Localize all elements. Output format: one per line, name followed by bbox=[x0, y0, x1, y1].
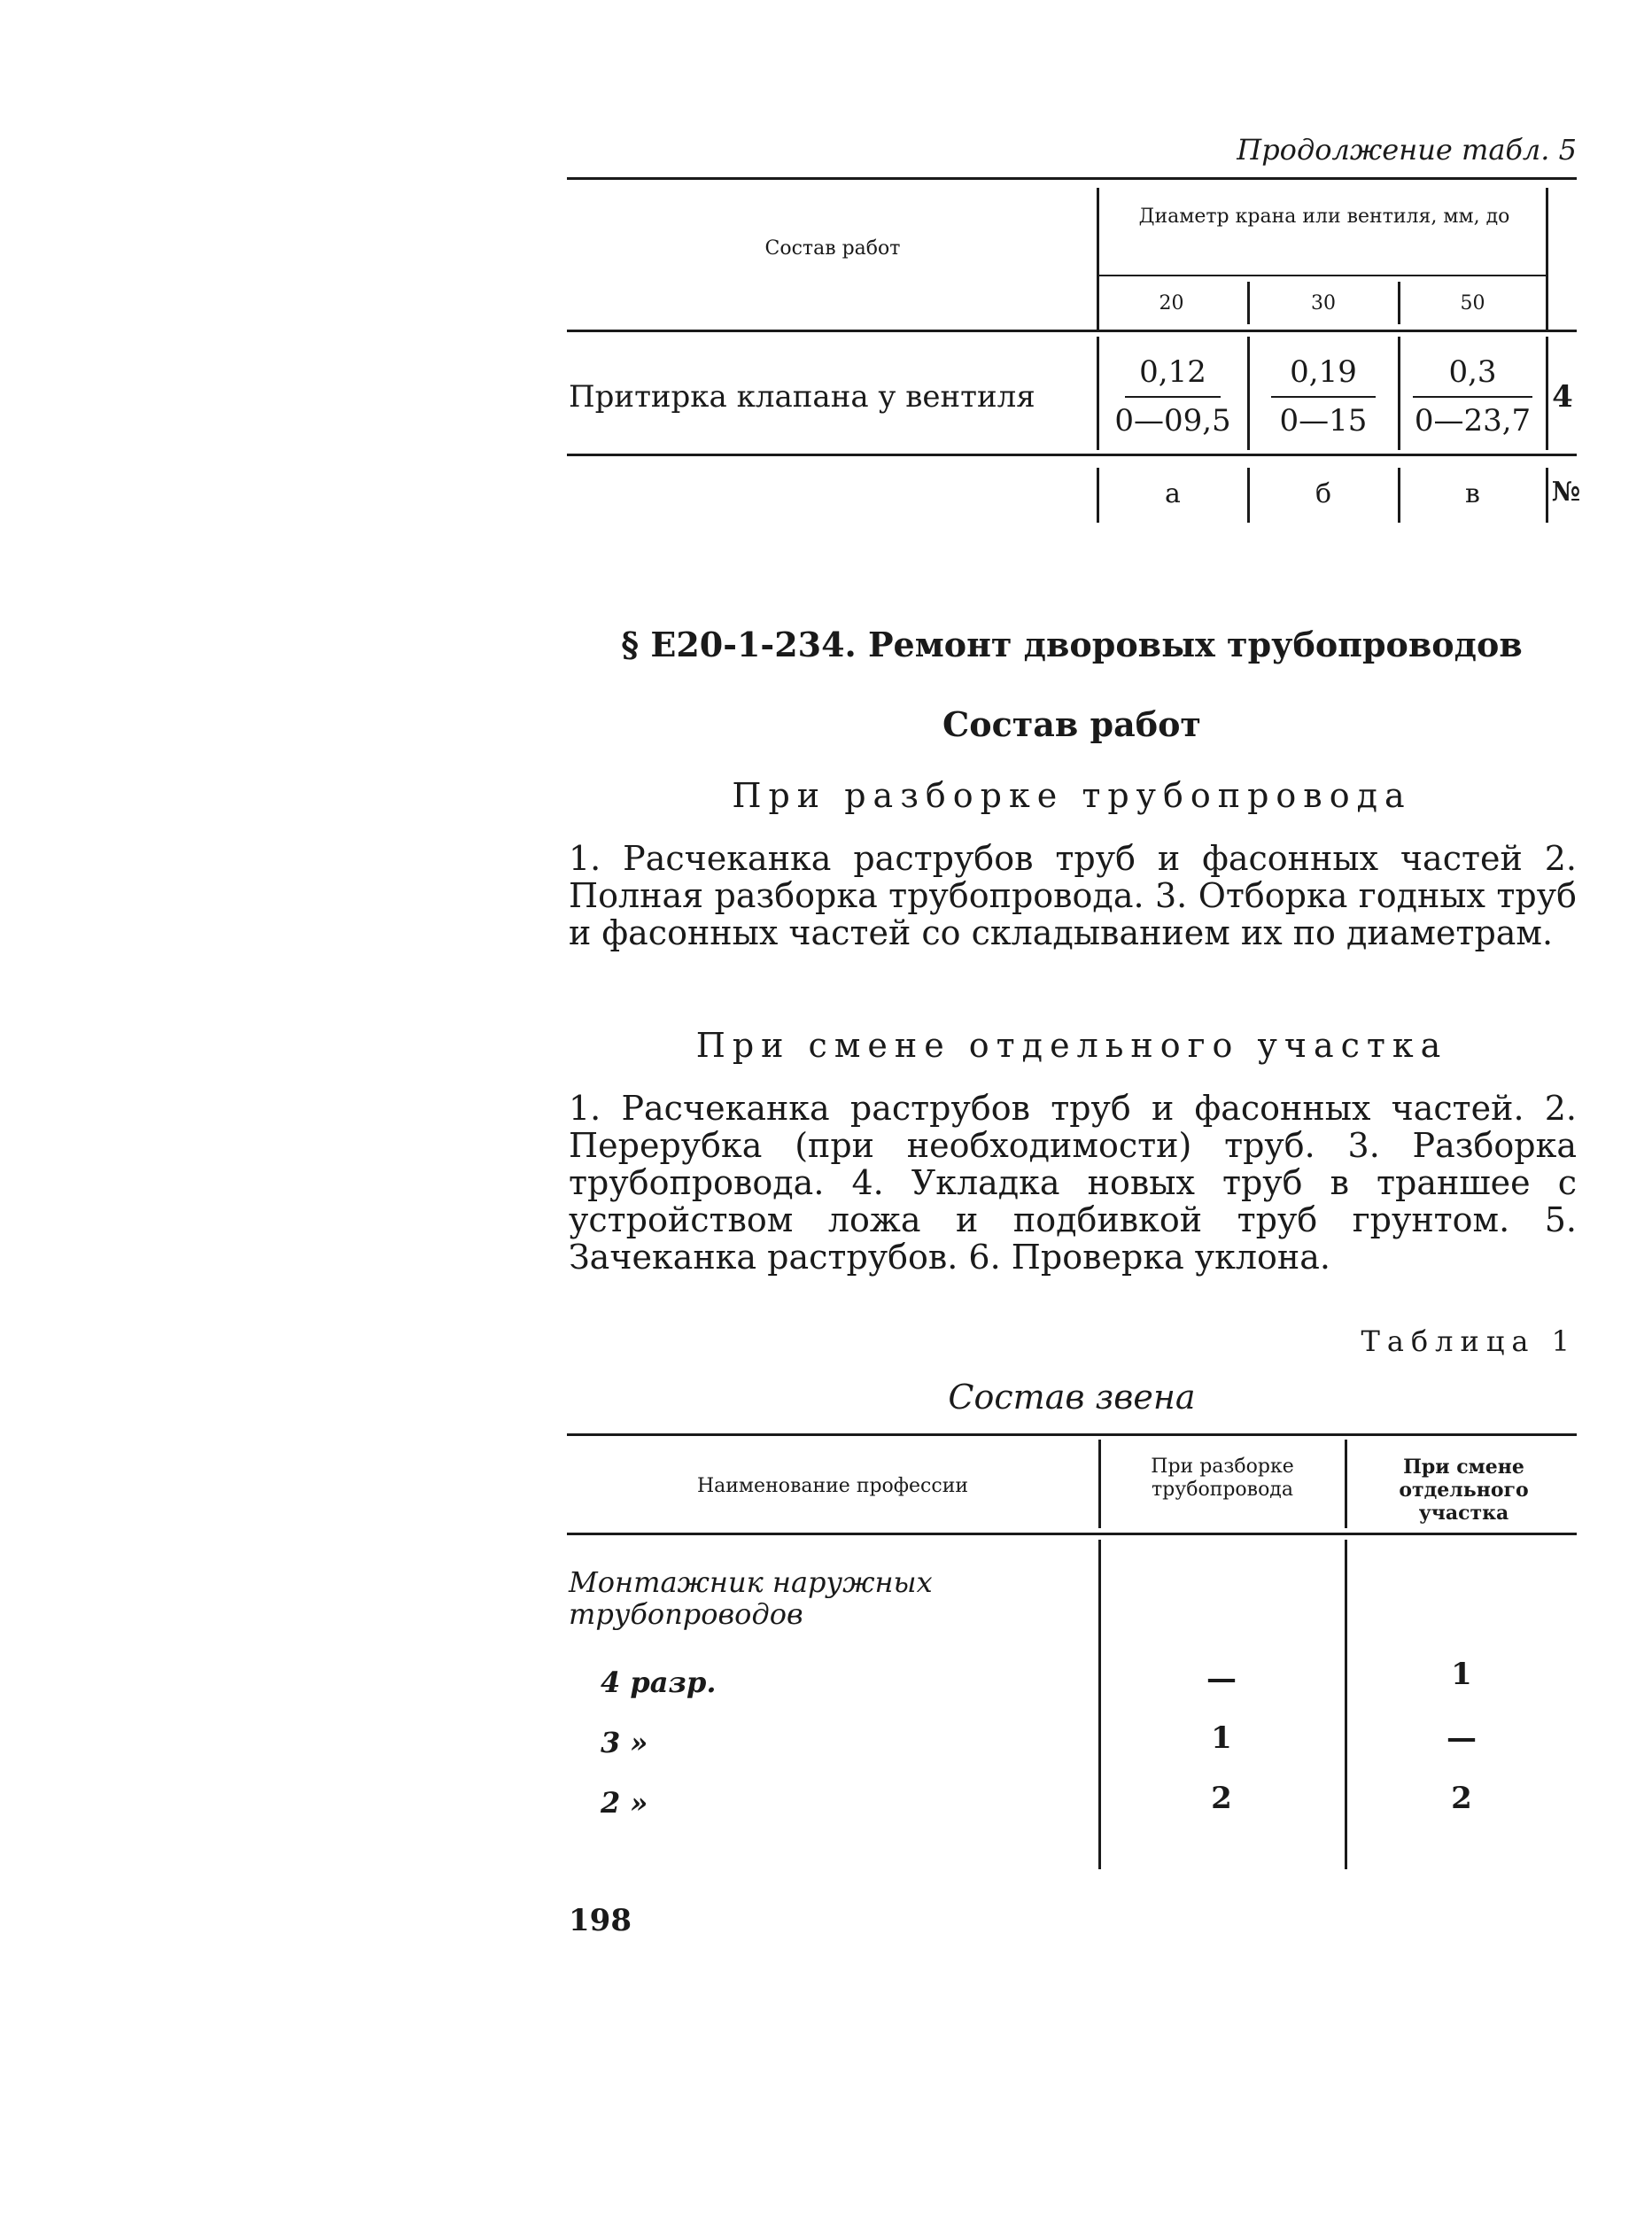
table5-col-label-a: а bbox=[1165, 478, 1181, 509]
table5-value-a-bottom: 0—09,5 bbox=[1114, 403, 1231, 439]
table1-row-grade: 4 разр. bbox=[601, 1665, 717, 1699]
table5-header-d50: 50 bbox=[1460, 292, 1485, 314]
table5-row-number: 4 bbox=[1552, 379, 1573, 415]
table5-header-bottom-rule bbox=[567, 330, 1577, 332]
table1-row-value: 1 bbox=[1451, 1657, 1472, 1692]
fraction-line bbox=[1271, 396, 1376, 398]
section-subheading-replacement: При смене отдельного участка bbox=[695, 1026, 1448, 1065]
table5-divider bbox=[1546, 188, 1548, 330]
table5-col-label-b: б bbox=[1315, 478, 1332, 509]
table1-row-grade: 2 » bbox=[601, 1786, 648, 1820]
section-paragraph-replacement: 1. Расчеканка раструбов труб и фасонных частей. 2. Перерубка (при необходимости) труб. 3. Разборка трубопровода. 4. Укладка новых труб в траншее с устройством ложа и подбивкой труб грунтом. 5. Зачеканка раструбов. 6. Проверка уклона. bbox=[569, 1089, 1577, 1277]
section-heading: § Е20-1-234. Ремонт дворовых трубопроводов bbox=[621, 625, 1523, 664]
table1-profession-name: Монтажник наружных трубопроводов bbox=[569, 1565, 933, 1631]
table1-row-value: — bbox=[1446, 1720, 1477, 1756]
table1-header-bottom-rule bbox=[567, 1533, 1577, 1535]
fraction-line bbox=[1413, 396, 1532, 398]
table5-bottom-rule bbox=[567, 454, 1577, 456]
table5-value-c-top: 0,3 bbox=[1448, 354, 1497, 390]
table5-value-b-bottom: 0—15 bbox=[1279, 403, 1368, 439]
table5-row-name: Притирка клапана у вентиля bbox=[569, 379, 1035, 415]
table1-header-profession: Наименование профессии bbox=[696, 1475, 969, 1497]
table1-row-value: 2 bbox=[1211, 1781, 1232, 1816]
fraction-line bbox=[1125, 396, 1221, 398]
table1-top-rule bbox=[567, 1433, 1577, 1436]
table1-row-value: 2 bbox=[1451, 1781, 1472, 1816]
table-continuation-label: Продолжение табл. 5 bbox=[1237, 133, 1577, 167]
table5-col-label-n: № bbox=[1551, 477, 1581, 508]
table5-header-d20: 20 bbox=[1159, 292, 1184, 314]
table5-value-a-top: 0,12 bbox=[1139, 354, 1206, 390]
page-number: 198 bbox=[569, 1903, 632, 1938]
section-subheading-disassembly: При разборке трубопровода bbox=[732, 776, 1412, 815]
table5-value-b-top: 0,19 bbox=[1290, 354, 1357, 390]
table1-row-value: — bbox=[1206, 1661, 1237, 1696]
table5-col-label-c: в bbox=[1465, 478, 1480, 509]
table1-header-replacement: При смене отдельного участка bbox=[1399, 1456, 1529, 1525]
section-paragraph-disassembly: 1. Расчеканка раструбов труб и фасонных частей 2. Полная разборка трубопровода. 3. Отборка годных труб и фасонных частей со складыванием их по диаметрам. bbox=[569, 839, 1577, 952]
table5-header-diameter: Диаметр крана или вентиля, мм, до bbox=[1138, 206, 1510, 228]
table1-divider bbox=[1345, 1540, 1347, 1869]
table1-header-disassembly: При разборке трубопровода bbox=[1151, 1456, 1294, 1501]
table5-header-rule bbox=[1098, 275, 1546, 276]
table1-row-grade: 3 » bbox=[601, 1726, 648, 1759]
table5-header-work: Состав работ bbox=[764, 237, 901, 260]
table1-divider bbox=[1345, 1440, 1347, 1528]
table5-header-d30: 30 bbox=[1311, 292, 1336, 314]
table1-divider bbox=[1098, 1540, 1101, 1869]
table1-label: Таблица 1 bbox=[1361, 1324, 1577, 1358]
table5-value-c-bottom: 0—23,7 bbox=[1414, 403, 1532, 439]
table5-top-rule bbox=[567, 177, 1577, 180]
section-work-title: Состав работ bbox=[942, 704, 1201, 744]
table1-row-value: 1 bbox=[1211, 1720, 1232, 1756]
table1-divider bbox=[1098, 1440, 1101, 1528]
table1-title: Состав звена bbox=[948, 1378, 1196, 1417]
